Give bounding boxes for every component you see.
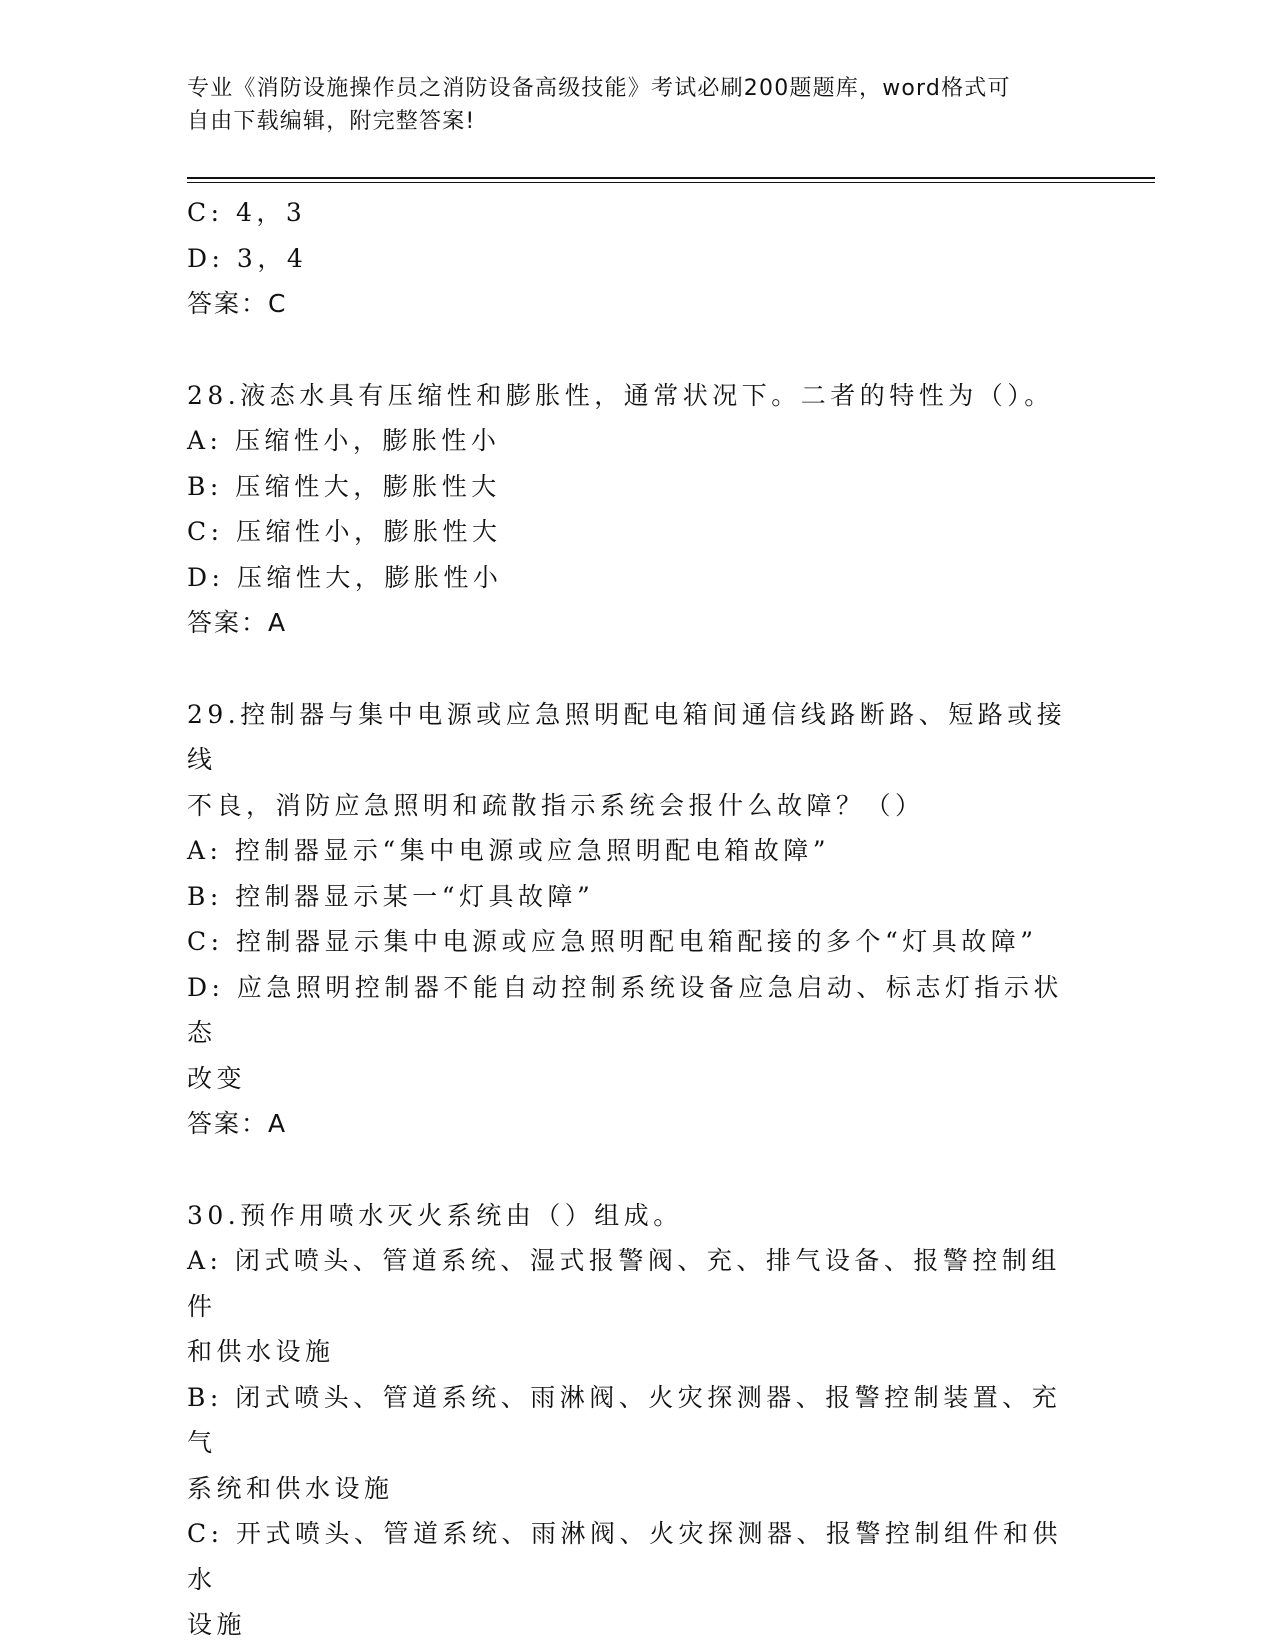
question-30 <box>187 1193 1077 1648</box>
answer: 答案：A <box>187 1109 288 1138</box>
option-c: C: 4，3 <box>187 198 307 227</box>
question-text: 28.液态水具有压缩性和膨胀性，通常状况下。二者的特性为（）。 <box>187 380 1054 410</box>
question-text: 30.预作用喷水灭火系统由（）组成。 <box>187 1200 683 1230</box>
header-line-2: 自由下载编辑，附完整答案! <box>187 109 476 134</box>
option-c-line-1: C: 开式喷头、管道系统、雨淋阀、火灾探测器、报警控制组件和供水 <box>187 1519 1063 1594</box>
option-c: C: 控制器显示集中电源或应急照明配电箱配接的多个“灯具故障” <box>187 927 1038 956</box>
answer: 答案：C <box>187 289 288 318</box>
option-b-line-2: 系统和供水设施 <box>187 1473 394 1503</box>
option-b: B: 压缩性大，膨胀性大 <box>187 471 501 501</box>
option-a-line-1: A: 闭式喷头、管道系统、湿式报警阀、充、排气设备、报警控制组件 <box>187 1246 1061 1321</box>
option-c-line-2: 设施 <box>187 1610 247 1639</box>
header-line-1: 专业《消防设施操作员之消防设备高级技能》考试必刷200题题库，word格式可 <box>187 76 1011 101</box>
question-text-line-1: 29.控制器与集中电源或应急照明配电箱间通信线路断路、短路或接线 <box>187 699 1067 774</box>
option-a: A: 压缩性小，膨胀性小 <box>187 426 501 455</box>
header-rule-thin <box>187 182 1155 183</box>
question-27-tail <box>187 190 1077 327</box>
option-a-line-2: 和供水设施 <box>187 1337 335 1366</box>
option-a: A: 控制器显示“集中电源或应急照明配电箱故障” <box>187 836 830 865</box>
option-b-line-1: B: 闭式喷头、管道系统、雨淋阀、火灾探测器、报警控制装置、充气 <box>187 1382 1062 1457</box>
option-d-line-1: D: 应急照明控制器不能自动控制系统设备应急启动、标志灯指示状态 <box>187 972 1063 1047</box>
question-text-line-2: 不良，消防应急照明和疏散指示系统会报什么故障？（） <box>187 790 925 820</box>
question-29 <box>187 692 1077 1147</box>
header-rule-thick <box>187 177 1155 179</box>
option-d: D: 压缩性大，膨胀性小 <box>187 562 503 592</box>
answer: 答案：A <box>187 608 288 637</box>
option-b: B: 控制器显示某一“灯具故障” <box>187 881 595 911</box>
option-d: D: 3，4 <box>187 243 308 273</box>
option-c: C: 压缩性小，膨胀性大 <box>187 517 502 546</box>
question-28 <box>187 373 1077 646</box>
option-d-line-2: 改变 <box>187 1063 247 1093</box>
document-body <box>187 190 1077 1648</box>
document-header <box>187 72 1067 138</box>
